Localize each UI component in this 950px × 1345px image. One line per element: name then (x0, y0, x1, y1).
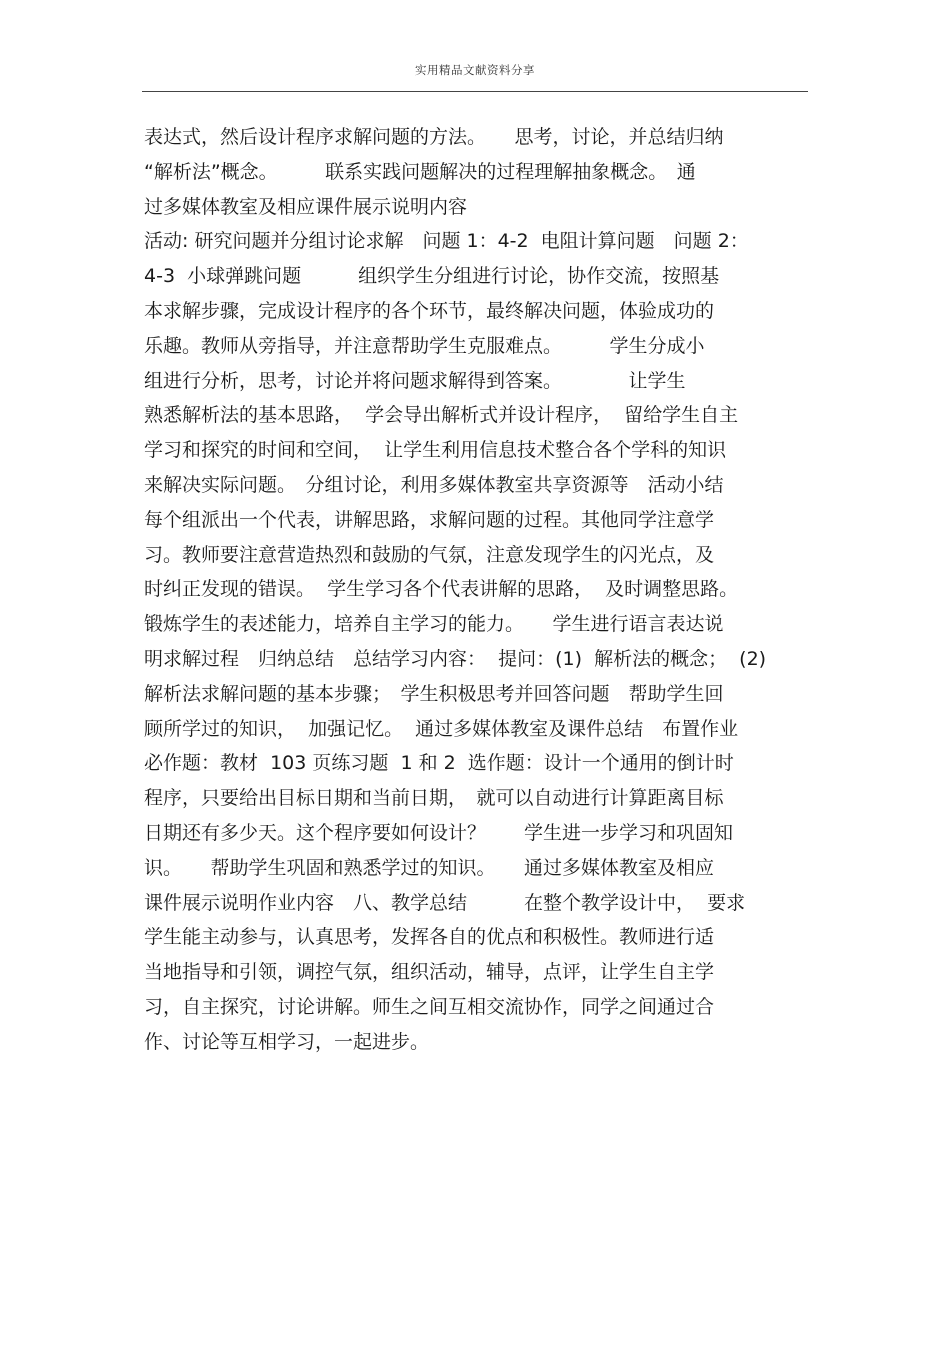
text-line: 学习和探究的时间和空间， 让学生利用信息技术整合各个学科的知识 (144, 439, 727, 462)
text-line: 识。 帮助学生巩固和熟悉学过的知识。 通过多媒体教室及相应 (144, 856, 715, 879)
text-line: 本求解步骤，完成设计程序的各个环节，最终解决问题，体验成功的 (144, 299, 715, 322)
header-divider (142, 91, 808, 92)
text-line: 解析法求解问题的基本步骤； 学生积极思考并回答问题 帮助学生回 (144, 682, 724, 705)
text-line: 必作题：教材 103 页练习题 1 和 2 选作题：设计一个通用的倒计时 (144, 752, 734, 775)
text-line: 习，自主探究，讨论讲解。师生之间互相交流协作，同学之间通过合 (144, 995, 715, 1018)
text-line: 乐趣。教师从旁指导，并注意帮助学生克服难点。 学生分成小 (144, 334, 705, 357)
text-line: 学生能主动参与，认真思考，发挥各自的优点和积极性。教师进行适 (144, 926, 715, 949)
body-text (144, 120, 824, 1060)
text-line: 组进行分析，思考，讨论并将问题求解得到答案。 让学生 (144, 369, 686, 392)
text-line: 习。教师要注意营造热烈和鼓励的气氛，注意发现学生的闪光点，及 (144, 543, 715, 566)
text-line: 过多媒体教室及相应课件展示说明内容 (144, 195, 468, 218)
text-line: 表达式，然后设计程序求解问题的方法。 思考，讨论，并总结归纳 (144, 126, 724, 148)
text-line: 每个组派出一个代表，讲解思路，求解问题的过程。其他同学注意学 (144, 508, 715, 531)
text-line: 程序，只要给出目标日期和当前日期， 就可以自动进行计算距离目标 (144, 787, 724, 810)
text-line: 当地指导和引领，调控气氛，组织活动，辅导，点评，让学生自主学 (144, 961, 715, 984)
text-line: “解析法”概念。 联系实践问题解决的过程理解抽象概念。 通 (144, 160, 696, 183)
text-line: 课件展示说明作业内容 八、教学总结 在整个教学设计中， 要求 (144, 891, 746, 914)
text-line: 锻炼学生的表述能力，培养自主学习的能力。 学生进行语言表达说 (144, 613, 724, 636)
page-header: 实用精品文献资料分享 (415, 63, 535, 77)
text-line: 活动: 研究问题并分组讨论求解 问题 1：4-2 电阻计算问题 问题 2： (144, 230, 749, 253)
text-line: 4-3 小球弹跳问题 组织学生分组进行讨论，协作交流，按照基 (144, 265, 720, 288)
text-line: 日期还有多少天。这个程序要如何设计？ 学生进一步学习和巩固知 (144, 821, 734, 844)
text-line: 顾所学过的知识， 加强记忆。 通过多媒体教室及课件总结 布置作业 (144, 717, 739, 740)
text-line: 作、讨论等互相学习，一起进步。 (144, 1030, 430, 1053)
text-line: 熟悉解析法的基本思路， 学会导出解析式并设计程序， 留给学生自主 (144, 404, 739, 427)
text-line: 明求解过程 归纳总结 总结学习内容： 提问：(1) 解析法的概念； (2) (144, 647, 767, 670)
text-line: 时纠正发现的错误。 学生学习各个代表讲解的思路， 及时调整思路。 (144, 578, 739, 601)
text-line: 来解决实际问题。 分组讨论，利用多媒体教室共享资源等 活动小结 (144, 473, 724, 496)
